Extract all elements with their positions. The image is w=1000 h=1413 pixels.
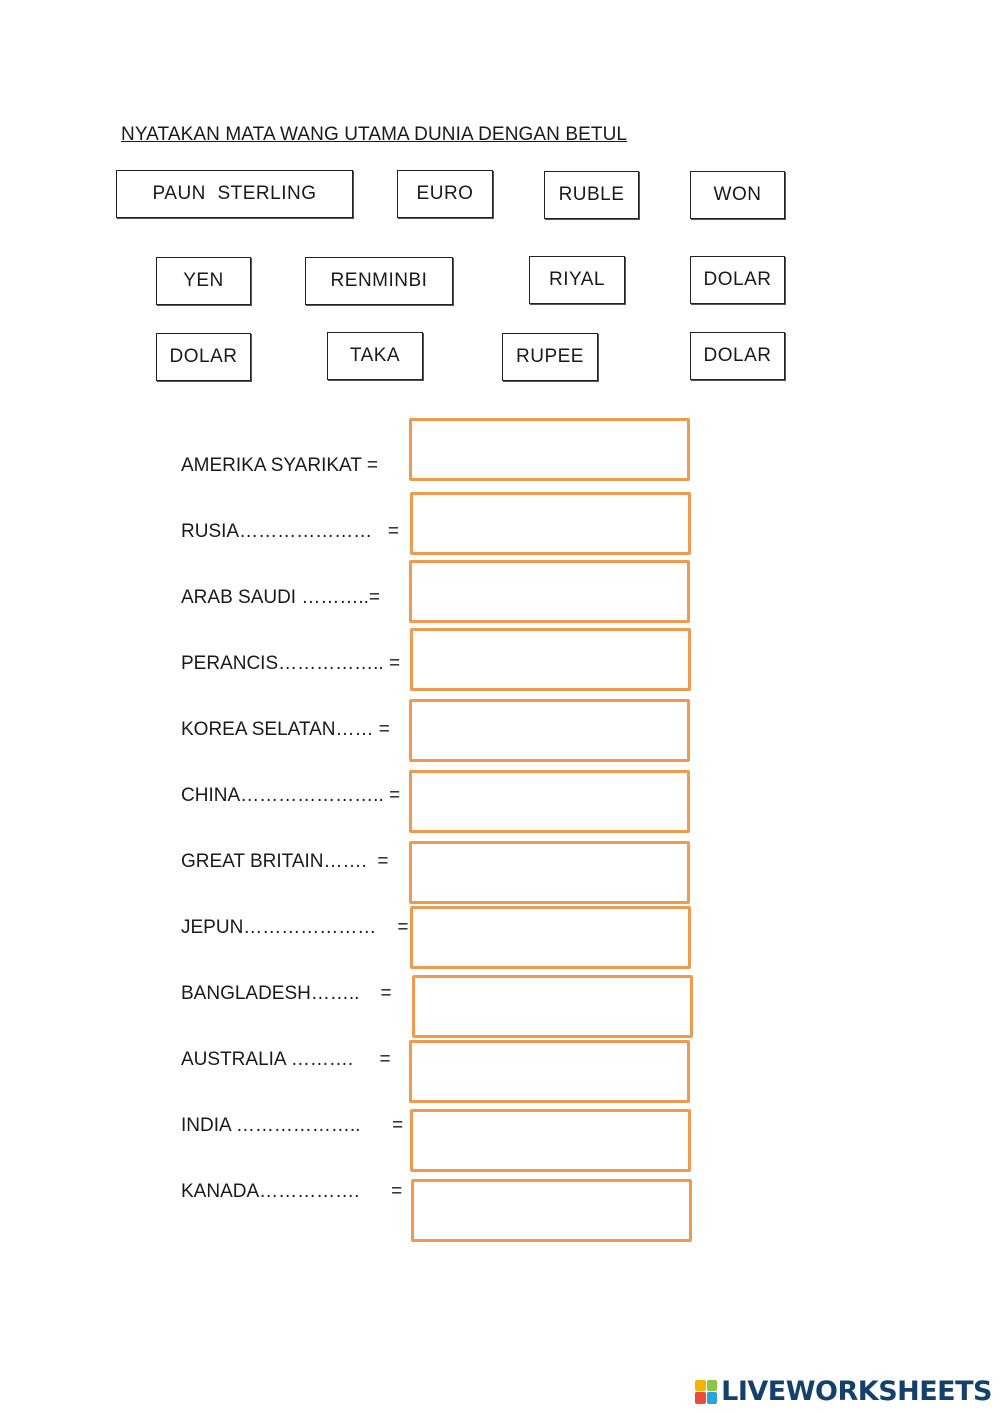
answer-dropzone-kanada[interactable] (411, 1179, 692, 1242)
logo-square (695, 1380, 706, 1392)
answer-dropzone-perancis[interactable] (410, 628, 691, 691)
question-label-rusia: RUSIA………………… = (181, 521, 399, 542)
liveworksheets-wordmark: LIVEWORKSHEETS (721, 1376, 992, 1407)
word-chip-dolar[interactable]: DOLAR (156, 333, 251, 381)
liveworksheets-brand (695, 1376, 992, 1407)
answer-dropzone-china[interactable] (409, 770, 690, 833)
answer-dropzone-korea-selatan[interactable] (409, 699, 690, 762)
question-label-india: INDIA ……………….. = (181, 1115, 404, 1136)
question-label-arab-saudi: ARAB SAUDI ………..= (181, 587, 381, 608)
answer-dropzone-australia[interactable] (409, 1040, 690, 1103)
word-chip-paun-sterling[interactable]: PAUN STERLING (116, 170, 353, 218)
logo-square (707, 1392, 718, 1404)
word-chip-riyal[interactable]: RIYAL (529, 256, 625, 304)
question-label-kanada: KANADA……………. = (181, 1181, 403, 1202)
answer-dropzone-jepun[interactable] (410, 906, 691, 969)
answer-dropzone-arab-saudi[interactable] (409, 560, 690, 623)
word-chip-renminbi[interactable]: RENMINBI (305, 257, 453, 305)
word-chip-dolar[interactable]: DOLAR (690, 332, 785, 380)
question-label-jepun: JEPUN………………… = (181, 917, 409, 938)
word-chip-euro[interactable]: EURO (397, 170, 493, 218)
word-chip-rupee[interactable]: RUPEE (502, 333, 598, 381)
word-chip-yen[interactable]: YEN (156, 257, 251, 305)
question-label-australia: AUSTRALIA ………. = (181, 1049, 391, 1070)
answer-dropzone-great-britain[interactable] (409, 841, 690, 904)
answer-dropzone-india[interactable] (410, 1109, 691, 1172)
word-chip-ruble[interactable]: RUBLE (544, 171, 639, 219)
question-label-china: CHINA………………….. = (181, 785, 401, 806)
question-label-bangladesh: BANGLADESH…….. = (181, 983, 392, 1004)
worksheet-title: NYATAKAN MATA WANG UTAMA DUNIA DENGAN BETUL (121, 124, 628, 145)
logo-square (707, 1380, 718, 1392)
answer-dropzone-amerika-syarikat[interactable] (409, 418, 690, 481)
logo-square (695, 1392, 706, 1404)
question-label-perancis: PERANCIS…………….. = (181, 653, 401, 674)
word-chip-dolar[interactable]: DOLAR (690, 256, 785, 304)
word-chip-taka[interactable]: TAKA (327, 332, 423, 380)
word-chip-won[interactable]: WON (690, 171, 785, 219)
answer-dropzone-rusia[interactable] (410, 492, 691, 555)
question-label-amerika-syarikat: AMERIKA SYARIKAT = (181, 455, 378, 476)
answer-dropzone-bangladesh[interactable] (412, 975, 693, 1038)
question-label-korea-selatan: KOREA SELATAN…… = (181, 719, 390, 740)
question-label-great-britain: GREAT BRITAIN……. = (181, 851, 389, 872)
liveworksheets-logo-icon (695, 1380, 717, 1404)
